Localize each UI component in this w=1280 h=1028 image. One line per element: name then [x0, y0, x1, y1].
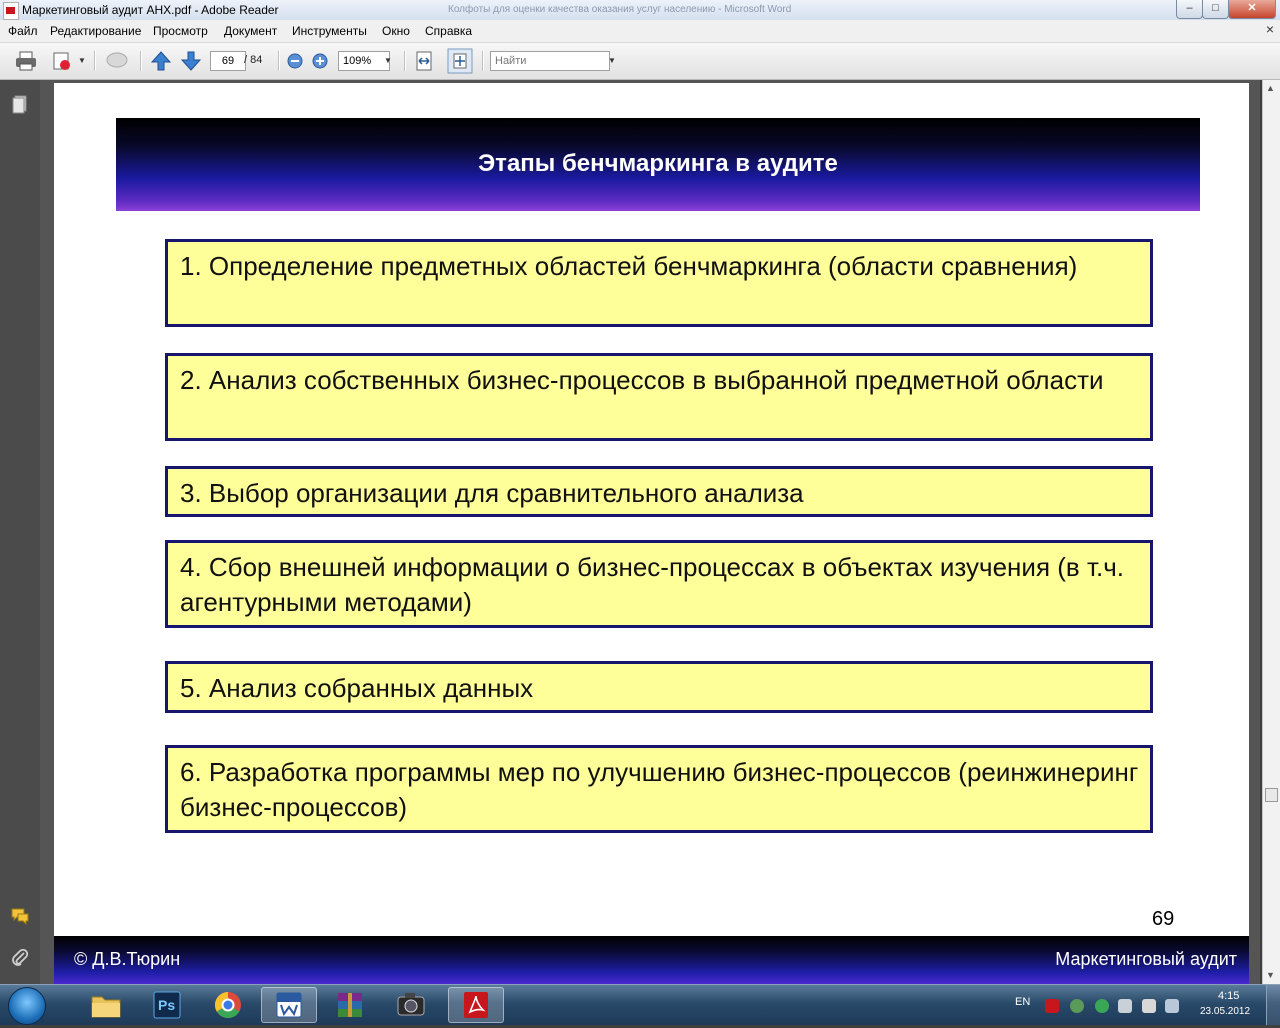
task-windows-explorer[interactable]: [78, 987, 134, 1023]
step-text: 2. Анализ собственных бизнес-процессов в выбранной предметной области: [180, 365, 1104, 395]
toolbar-separator: [482, 51, 484, 71]
share-icon[interactable]: [50, 50, 74, 72]
previous-page-icon[interactable]: [150, 50, 172, 72]
step-box-1: [165, 239, 1153, 327]
pages-panel-icon[interactable]: [10, 94, 30, 114]
fit-width-icon[interactable]: [413, 50, 435, 72]
scroll-down-icon[interactable]: ▼: [1266, 970, 1275, 980]
toolbar-separator: [404, 51, 406, 71]
step-text: 1. Определение предметных областей бенчмаркинга (области сравнения): [180, 251, 1078, 281]
zoom-level-input[interactable]: [338, 51, 390, 71]
step-box-3: [165, 466, 1153, 517]
step-box-5: [165, 661, 1153, 713]
find-input[interactable]: [490, 51, 610, 71]
step-text: 6. Разработка программы мер по улучшению бизнес-процессов (реинжинеринг бизнес-процессов): [180, 757, 1139, 822]
tray-status-icon[interactable]: [1095, 999, 1109, 1013]
step-box-2: [165, 353, 1153, 441]
photoshop-label: Ps: [158, 997, 176, 1013]
share-dropdown-icon[interactable]: ▼: [78, 56, 86, 65]
show-desktop-button[interactable]: [1266, 985, 1280, 1025]
step-box-4: [165, 540, 1153, 628]
slide-title: Этапы бенчмаркинга в аудите: [478, 150, 838, 177]
navigation-pane: [0, 80, 40, 984]
menu-document[interactable]: Документ: [224, 24, 278, 38]
task-adobe-reader[interactable]: [448, 987, 504, 1023]
chrome-icon: [200, 987, 256, 1023]
step-text: 3. Выбор организации для сравнительного анализа: [180, 478, 804, 508]
page-number-input[interactable]: [210, 51, 246, 71]
menu-view[interactable]: Просмотр: [153, 24, 208, 38]
tray-volume-icon[interactable]: [1118, 999, 1132, 1013]
menu-file[interactable]: Файл: [8, 24, 38, 38]
minimize-button[interactable]: –: [1176, 0, 1203, 19]
pdf-page: [54, 83, 1249, 984]
language-indicator[interactable]: EN: [1015, 996, 1031, 1008]
print-icon[interactable]: [14, 50, 38, 72]
maximize-button[interactable]: □: [1202, 0, 1229, 19]
tray-network-icon[interactable]: [1070, 999, 1084, 1013]
window-title: Маркетинговый аудит АНХ.pdf - Adobe Reader: [22, 3, 279, 17]
slide-footer: [54, 936, 1249, 984]
page-total: / 84: [244, 54, 263, 66]
winrar-icon: [322, 987, 378, 1023]
pdf-file-icon: [3, 2, 19, 20]
scroll-thumb[interactable]: [1265, 788, 1278, 802]
attachments-panel-icon[interactable]: [10, 948, 30, 968]
menu-help[interactable]: Справка: [425, 24, 473, 38]
toolbar: [0, 43, 1280, 80]
next-page-icon[interactable]: [180, 50, 202, 72]
slide-header: [116, 118, 1200, 211]
full-screen-icon[interactable]: [447, 48, 473, 74]
adobe-reader-icon: [449, 988, 503, 1022]
word-icon: [262, 988, 316, 1022]
task-camera-app[interactable]: [383, 987, 439, 1023]
folder-icon: [78, 987, 134, 1023]
background-window-title: Колфоты для оценки качества оказания услуг населению - Microsoft Word: [448, 4, 792, 15]
toolbar-separator: [94, 51, 96, 71]
zoom-dropdown-icon[interactable]: ▼: [384, 56, 392, 65]
clock-date[interactable]: 23.05.2012: [1200, 1006, 1251, 1017]
taskbar: [0, 984, 1280, 1025]
task-photoshop[interactable]: [139, 987, 195, 1023]
title-bar: [0, 0, 1280, 21]
zoom-out-icon[interactable]: [286, 50, 304, 72]
slide-page-number: 69: [1152, 908, 1175, 930]
tray-adobe-icon[interactable]: [1045, 999, 1059, 1013]
task-winrar[interactable]: [322, 987, 378, 1023]
toolbar-separator: [278, 51, 280, 71]
menu-bar: [0, 20, 1280, 43]
vertical-scrollbar[interactable]: [1262, 80, 1280, 984]
step-text: 4. Сбор внешней информации о бизнес-процессах в объектах изучения (в т.ч. агентурными методами): [180, 552, 1124, 617]
clock-time[interactable]: 4:15: [1218, 990, 1240, 1002]
menu-tools[interactable]: Инструменты: [292, 24, 367, 38]
task-chrome[interactable]: [200, 987, 256, 1023]
menu-edit[interactable]: Редактирование: [50, 24, 142, 38]
comments-panel-icon[interactable]: [10, 906, 30, 926]
comment-icon[interactable]: [104, 50, 130, 72]
camera-icon: [383, 987, 439, 1023]
find-dropdown-icon[interactable]: ▼: [608, 56, 616, 65]
footer-course: Маркетинговый аудит: [1055, 949, 1237, 969]
scroll-up-icon[interactable]: ▲: [1266, 83, 1275, 93]
task-word[interactable]: [261, 987, 317, 1023]
footer-author: © Д.В.Тюрин: [74, 949, 181, 969]
step-box-6: [165, 745, 1153, 833]
menu-window[interactable]: Окно: [382, 24, 410, 38]
tray-display-icon[interactable]: [1165, 999, 1179, 1013]
toolbar-separator: [140, 51, 142, 71]
zoom-in-icon[interactable]: [311, 50, 329, 72]
step-text: 5. Анализ собранных данных: [180, 673, 534, 703]
close-document-icon[interactable]: ×: [1265, 21, 1274, 37]
start-button[interactable]: [8, 987, 46, 1025]
tray-flag-icon[interactable]: [1142, 999, 1156, 1013]
close-button[interactable]: ✕: [1228, 0, 1276, 19]
